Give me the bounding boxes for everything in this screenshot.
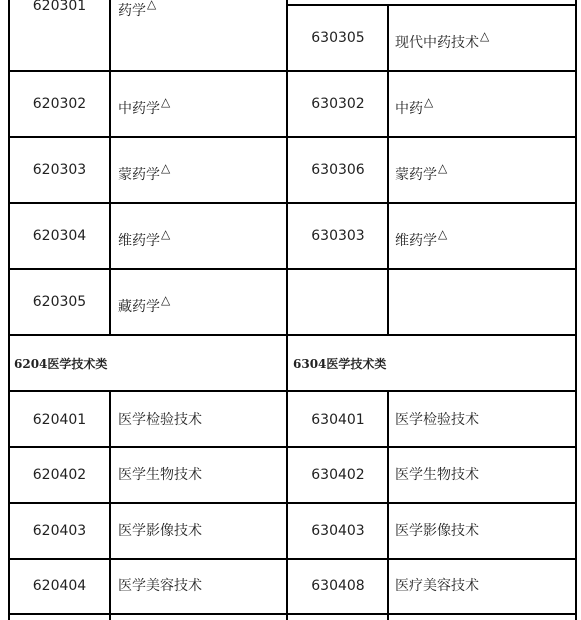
major-name: 医学影像技术 [395,523,479,539]
major-code: 620305 [32,294,87,310]
row-divider [287,4,577,6]
row-divider [8,334,577,336]
triangle-mark: △ [161,95,171,109]
major-code: 630303 [311,228,365,244]
major-name-text: 维药学 [395,233,437,249]
column-divider [286,0,288,620]
major-name [118,293,171,315]
row-divider [8,202,577,204]
triangle-mark: △ [480,29,490,43]
major-name: 医学检验技术 [395,412,479,428]
major-name: 医学美容技术 [118,578,202,594]
major-code: 630408 [311,578,365,594]
triangle-mark: △ [438,161,448,175]
category-heading: 6204医学技术类 [14,357,108,371]
major-code: 620301 [32,0,87,14]
major-code: 630305 [311,30,365,46]
row-divider [8,136,577,138]
major-name: 医学检验技术 [118,412,202,428]
major-code: 620303 [32,162,87,178]
major-name [118,161,171,183]
row-divider [8,502,577,504]
major-code: 630306 [311,162,365,178]
major-name-text: 维药学 [118,233,160,249]
row-divider [8,70,577,72]
triangle-mark: △ [161,227,171,241]
major-code: 630403 [311,523,365,539]
major-name [118,95,171,117]
major-name-text: 现代中药技术 [395,35,479,51]
column-divider [109,390,111,620]
major-name [118,227,171,249]
major-name: 医疗美容技术 [395,578,479,594]
major-name-text: 中药学 [118,101,160,117]
column-divider [109,0,111,334]
triangle-mark: △ [161,293,171,307]
major-name: 医学影像技术 [118,523,202,539]
major-name [395,161,448,183]
row-divider [8,558,577,560]
row-divider [8,390,577,392]
major-name [395,95,434,117]
category-heading: 6304医学技术类 [293,357,387,371]
major-name-text: 药学 [118,3,146,19]
column-divider [387,4,389,334]
column-divider [575,0,577,620]
major-name [395,29,490,51]
row-divider [8,613,577,615]
major-code: 620401 [32,412,87,428]
major-name-text: 藏药学 [118,299,160,315]
major-name: 医学生物技术 [395,467,479,483]
major-code: 620304 [32,228,87,244]
major-code: 620302 [32,96,87,112]
major-name [118,0,157,19]
major-code: 620403 [32,523,87,539]
row-divider [8,446,577,448]
column-divider [387,390,389,620]
major-code: 630401 [311,412,365,428]
triangle-mark: △ [161,161,171,175]
major-code: 620404 [32,578,87,594]
major-name: 医学生物技术 [118,467,202,483]
major-name-text: 蒙药学 [118,167,160,183]
major-name-text: 中药 [395,101,423,117]
major-name-text: 蒙药学 [395,167,437,183]
major-code: 620402 [32,467,87,483]
row-divider [8,268,577,270]
triangle-mark: △ [424,95,434,109]
major-code: 630402 [311,467,365,483]
triangle-mark: △ [147,0,157,11]
triangle-mark: △ [438,227,448,241]
major-name [395,227,448,249]
major-code: 630302 [311,96,365,112]
